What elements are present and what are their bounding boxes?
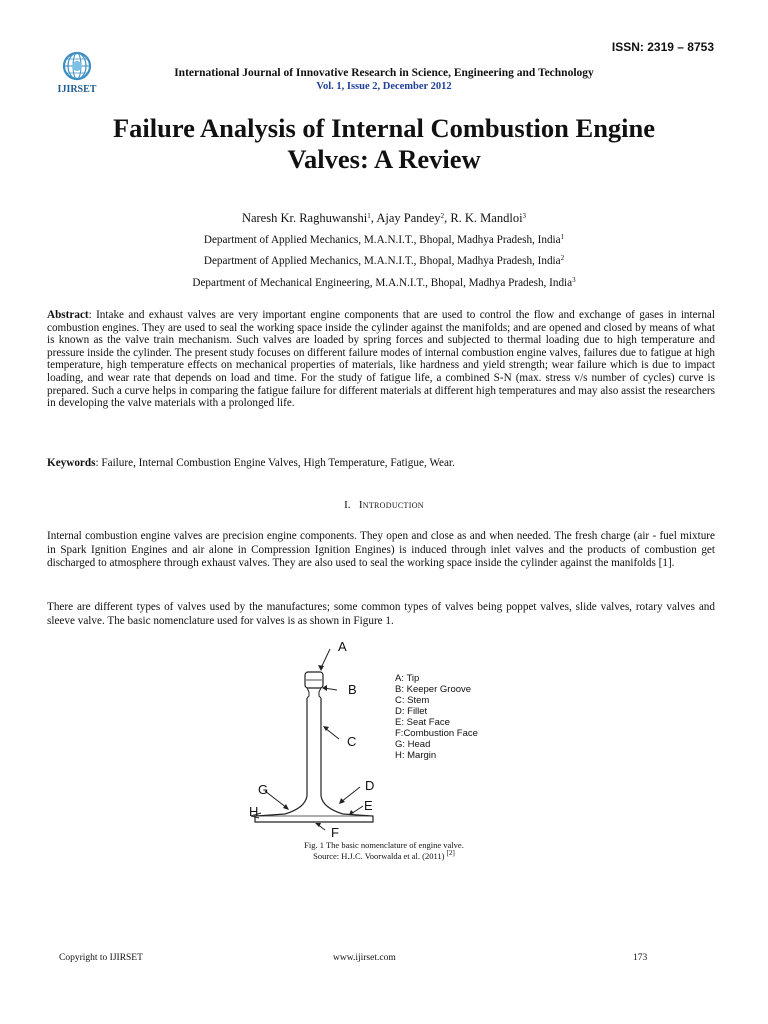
keeper-groove bbox=[307, 688, 321, 698]
author-name: R. K. Mandloi bbox=[450, 211, 523, 225]
paper-title bbox=[40, 113, 728, 175]
label-g: G bbox=[258, 782, 269, 797]
figure-source-ref: [2] bbox=[446, 849, 455, 857]
issn-number: ISSN: 2319 – 8753 bbox=[611, 40, 714, 54]
journal-volume: Vol. 1, Issue 2, December 2012 bbox=[316, 81, 452, 92]
affiliation bbox=[0, 277, 768, 289]
legend-item: D: Fillet bbox=[395, 706, 428, 717]
keywords-label: Keywords bbox=[47, 457, 96, 469]
section-number: I. bbox=[344, 499, 351, 511]
affiliation-sup: 2 bbox=[560, 254, 565, 262]
figure-legend bbox=[395, 673, 478, 761]
affiliation-sup: 1 bbox=[560, 233, 565, 241]
label-a: A bbox=[338, 639, 347, 654]
valve-figure bbox=[245, 638, 505, 838]
legend-item: B: Keeper Groove bbox=[395, 684, 472, 695]
legend-item: F:Combustion Face bbox=[395, 728, 478, 739]
keywords-text: : Failure, Internal Combustion Engine Valves, High Temperature, Fatigue, Wear. bbox=[95, 457, 455, 469]
valve-diagram bbox=[245, 638, 505, 838]
section-heading bbox=[0, 499, 768, 511]
affiliation bbox=[0, 234, 768, 246]
affiliation-text: Department of Applied Mechanics, M.A.N.I.T., Bhopal, Madhya Pradesh, India bbox=[203, 255, 561, 267]
legend-item: G: Head bbox=[395, 739, 431, 750]
valve-head bbox=[255, 796, 373, 822]
author-sup: 3 bbox=[522, 212, 527, 220]
logo-text: IJIRSET bbox=[57, 84, 97, 95]
section-title: Introduction bbox=[358, 499, 424, 511]
label-d: D bbox=[365, 778, 375, 793]
author-name: Naresh Kr. Raghuwanshi bbox=[241, 211, 368, 225]
figure-source bbox=[0, 851, 768, 861]
label-f: F bbox=[331, 825, 339, 838]
title-line-2: Valves: A Review bbox=[287, 144, 481, 174]
title-line-1: Failure Analysis of Internal Combustion Engine bbox=[112, 113, 656, 143]
legend-item: C: Stem bbox=[395, 695, 430, 706]
abstract-label: Abstract bbox=[47, 309, 89, 321]
label-h: H bbox=[249, 804, 259, 819]
author-name: Ajay Pandey bbox=[376, 211, 441, 225]
label-e: E bbox=[364, 798, 373, 813]
footer-copyright: Copyright to IJIRSET bbox=[59, 953, 143, 963]
figure-caption: Fig. 1 The basic nomenclature of engine valve. bbox=[304, 840, 464, 850]
body-paragraph: There are different types of valves used by the manufactures; some common types of valves being poppet valves, slide valves, rotary valves and sleeve valve. The basic nomenclature used for valves is as shown in Figure 1. bbox=[47, 601, 715, 627]
legend-item: H: Margin bbox=[395, 750, 437, 761]
affiliation bbox=[0, 255, 768, 267]
affiliation-text: Department of Mechanical Engineering, M.A.N.I.T., Bhopal, Madhya Pradesh, India bbox=[192, 277, 573, 289]
label-b: B bbox=[348, 682, 357, 697]
abstract-text: : Intake and exhaust valves are very important engine components that are used to control the flow and exchange of gases in internal combustion engines. They are used to seal the working space inside the cylinder against the manifolds; and are opened and closed by means of what is known as the valve train mechanism. Such valves are loaded by spring forces and subjected to thermal loading due to high temperature and pressure inside the cylinder. The present study focuses on different failure modes of internal combustion engine valves, failures due to fatigue at high temperature, high temperature effects on mechanical properties of materials, like hardness and yield strength; wear failure which is due to impact loading, and wear rate that depends on load and time. For the study of fatigue life, a combined S-N (max. stress v/s number of cycles) curve is prepared. Such a curve helps in comparing the fatigue failure for different materials at different high temperatures and may also assist the researchers in developing the valve materials with a prolonged life. bbox=[47, 309, 715, 410]
legend-item: E: Seat Face bbox=[395, 717, 450, 728]
keywords bbox=[47, 457, 715, 469]
author-list: Naresh Kr. Raghuwanshi$^1$, Ajay Pandey$^2$, R. K. Mandloi$^3$ bbox=[241, 211, 527, 225]
label-c: C bbox=[347, 734, 357, 749]
affiliation-sup: 3 bbox=[572, 276, 576, 284]
affiliation-text: Department of Applied Mechanics, M.A.N.I.T., Bhopal, Madhya Pradesh, India bbox=[203, 234, 561, 246]
author-sup: 1 bbox=[367, 212, 371, 220]
author-sup: 2 bbox=[440, 212, 445, 220]
footer-page-number: 173 bbox=[633, 953, 648, 963]
abstract bbox=[47, 309, 715, 410]
legend-item: A: Tip bbox=[395, 673, 420, 684]
figure-source-text: Source: H.J.C. Voorwalda et al. (2011) bbox=[313, 851, 445, 861]
footer-website[interactable]: www.ijirset.com bbox=[333, 953, 396, 963]
journal-name: International Journal of Innovative Research in Science, Engineering and Technology bbox=[174, 67, 594, 79]
body-paragraph: Internal combustion engine valves are precision engine components. They open and close as and when needed. The fresh charge (air - fuel mixture in Spark Ignition Engines and air alone in Compression Ignition Engines) is induced through inlet valves and the products of combustion get discharged to atmosphere through exhaust valves. They are also used to seal the working space inside the cylinder against the manifolds [1]. bbox=[47, 530, 715, 570]
